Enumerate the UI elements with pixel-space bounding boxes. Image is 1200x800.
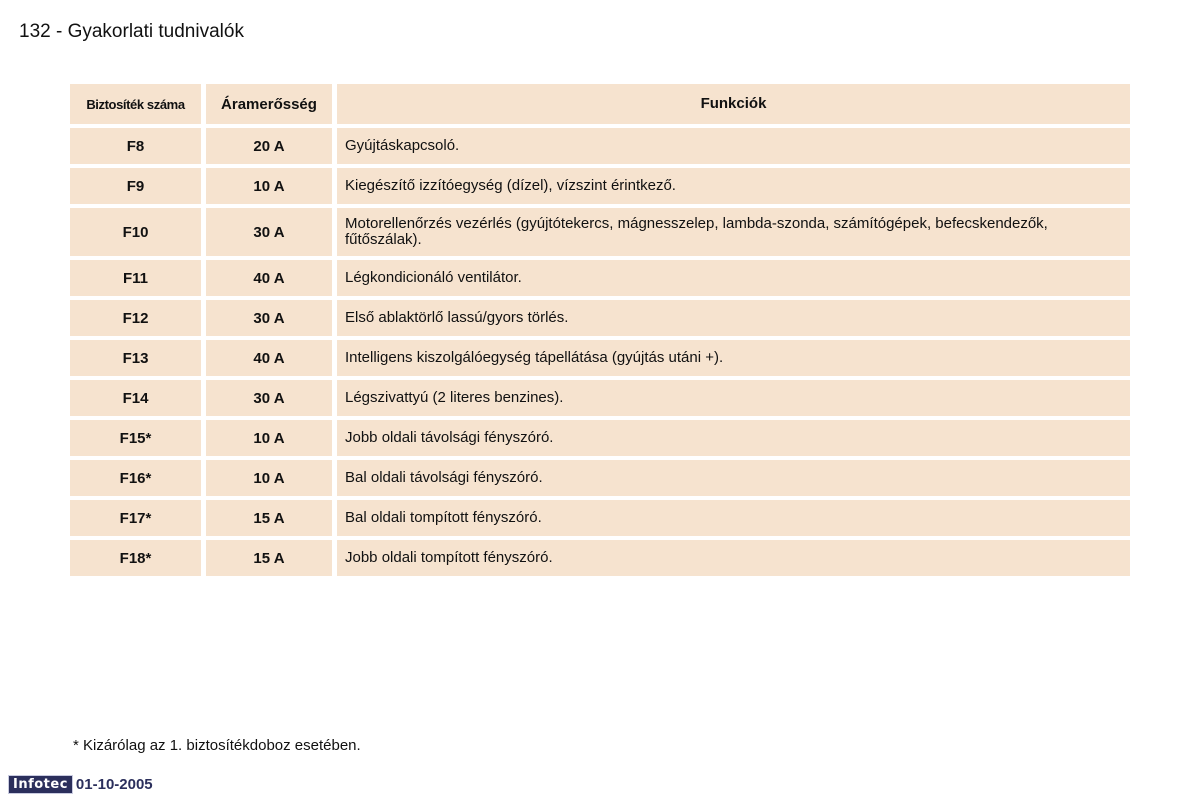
fuse-function: Gyújtáskapcsoló. bbox=[337, 128, 1130, 164]
fuse-function: Légkondicionáló ventilátor. bbox=[337, 260, 1130, 296]
fuse-number: F14 bbox=[70, 380, 201, 416]
fuse-function: Bal oldali távolsági fényszóró. bbox=[337, 460, 1130, 496]
fuse-function: Kiegészítő izzítóegység (dízel), vízszint érintkező. bbox=[337, 168, 1130, 204]
table-row bbox=[70, 500, 1130, 536]
fuse-number: F8 bbox=[70, 128, 201, 164]
fuse-table bbox=[70, 84, 1130, 580]
table-row bbox=[70, 260, 1130, 296]
fuse-current: 30 A bbox=[206, 300, 332, 336]
fuse-current: 40 A bbox=[206, 340, 332, 376]
fuse-function: Motorellenőrzés vezérlés (gyújtótekercs, mágnesszelep, lambda-szonda, számítógépek, befecskendezők, fűtőszálak). bbox=[337, 208, 1130, 256]
table-row bbox=[70, 420, 1130, 456]
fuse-number: F11 bbox=[70, 260, 201, 296]
footer bbox=[8, 775, 153, 794]
fuse-current: 15 A bbox=[206, 500, 332, 536]
fuse-number: F17* bbox=[70, 500, 201, 536]
fuse-current: 10 A bbox=[206, 168, 332, 204]
fuse-current: 15 A bbox=[206, 540, 332, 576]
fuse-current: 40 A bbox=[206, 260, 332, 296]
header-functions: Funkciók bbox=[337, 84, 1130, 124]
footnote: * Kizárólag az 1. biztosítékdoboz esetében. bbox=[73, 737, 361, 754]
table-header-row bbox=[70, 84, 1130, 124]
fuse-number: F13 bbox=[70, 340, 201, 376]
fuse-number: F15* bbox=[70, 420, 201, 456]
page-title: 132 - Gyakorlati tudnivalók bbox=[19, 21, 244, 42]
fuse-current: 10 A bbox=[206, 420, 332, 456]
infotec-logo: Infotec bbox=[8, 775, 73, 794]
table-row bbox=[70, 380, 1130, 416]
fuse-function: Jobb oldali tompított fényszóró. bbox=[337, 540, 1130, 576]
fuse-function: Jobb oldali távolsági fényszóró. bbox=[337, 420, 1130, 456]
fuse-number: F12 bbox=[70, 300, 201, 336]
fuse-number: F18* bbox=[70, 540, 201, 576]
fuse-number: F9 bbox=[70, 168, 201, 204]
fuse-current: 30 A bbox=[206, 208, 332, 256]
table-row bbox=[70, 540, 1130, 576]
header-fuse-number: Biztosíték száma bbox=[70, 84, 201, 124]
fuse-function: Légszivattyú (2 literes benzines). bbox=[337, 380, 1130, 416]
table-row bbox=[70, 300, 1130, 336]
table-row bbox=[70, 168, 1130, 204]
table-row bbox=[70, 340, 1130, 376]
fuse-function: Bal oldali tompított fényszóró. bbox=[337, 500, 1130, 536]
fuse-number: F10 bbox=[70, 208, 201, 256]
fuse-current: 10 A bbox=[206, 460, 332, 496]
table-row bbox=[70, 460, 1130, 496]
fuse-current: 30 A bbox=[206, 380, 332, 416]
table-row bbox=[70, 208, 1130, 256]
fuse-function: Intelligens kiszolgálóegység tápellátása (gyújtás utáni +). bbox=[337, 340, 1130, 376]
footer-date: 01-10-2005 bbox=[75, 776, 153, 793]
fuse-function: Első ablaktörlő lassú/gyors törlés. bbox=[337, 300, 1130, 336]
table-row bbox=[70, 128, 1130, 164]
header-current: Áramerősség bbox=[206, 84, 332, 124]
fuse-current: 20 A bbox=[206, 128, 332, 164]
fuse-number: F16* bbox=[70, 460, 201, 496]
